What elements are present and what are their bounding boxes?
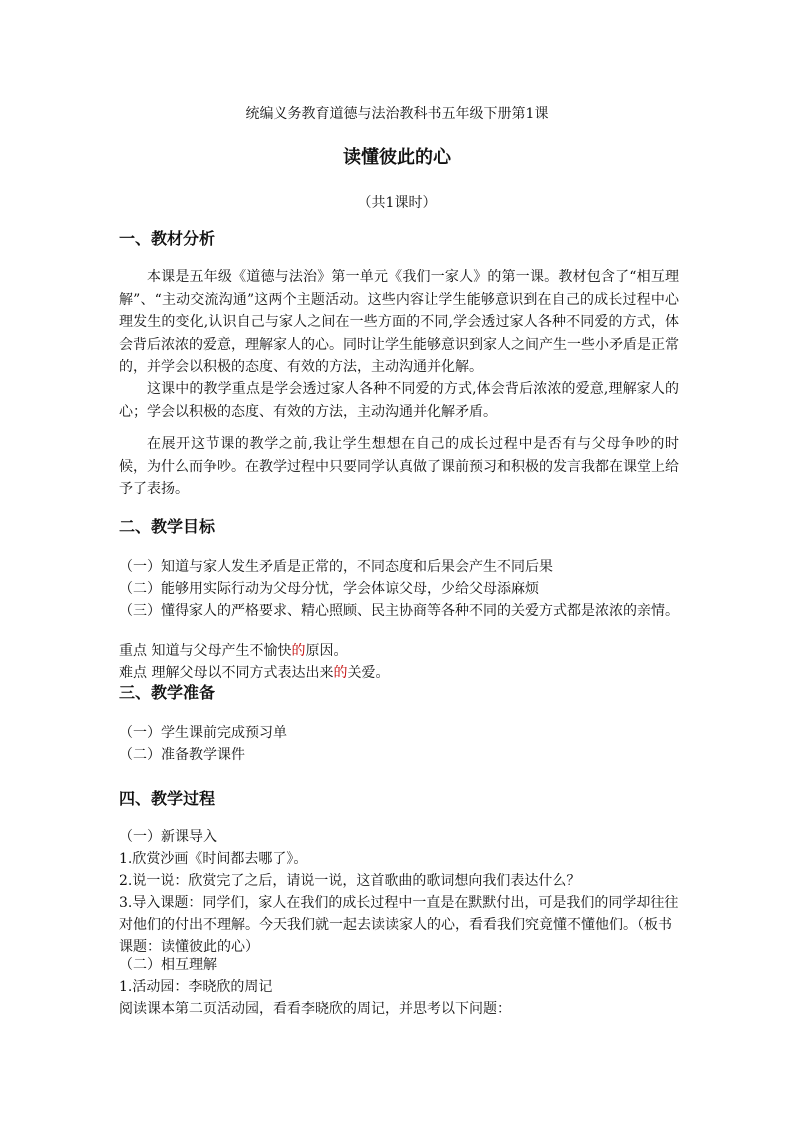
course-subtitle: 统编义务教育道德与法治教科书五年级下册第1课 [245, 106, 549, 122]
analysis-paragraph-1: 本课是五年级《道德与法治》第一单元《我们一家人》的第一课。教材包含了“相互理解”、“主动交流沟通”这两个主题活动。这些内容让学生能够意识到在自己的成长过程中心理发生的变化,认识自己与家人之间在一些方面的不同,学会透过家人各种不同爱的方式，体会背后浓浓的爱意，理解家人的心。同时让学生能够意识到家人之间产生一些小矛盾是正常的，并学会以积极的态度、有效的方法，主动沟通并化解。 [119, 269, 679, 375]
difficult-point-highlight: 的 [333, 665, 348, 681]
section-heading-preparation: 三、教学准备 [119, 683, 216, 702]
section-heading-goals: 二、教学目标 [119, 517, 216, 536]
lesson-period: （共1课时） [357, 195, 437, 211]
difficult-point-text: 难点 理解父母以不同方式表达出来 [119, 665, 334, 681]
process-intro-1: 1.欣赏沙画《时间都去哪了》。 [119, 851, 308, 867]
section-heading-process: 四、教学过程 [119, 789, 216, 808]
key-point-highlight: 的 [291, 643, 306, 659]
process-step-intro: （一）新课导入 [119, 829, 217, 845]
key-point [119, 640, 684, 662]
analysis-paragraph-2: 这课中的教学重点是学会透过家人各种不同爱的方式,体会背后浓浓的爱意,理解家人的心；学会以积极的态度、有效的方法，主动沟通并化解矛盾。 [119, 381, 679, 420]
goal-item-2: （二）能够用实际行动为父母分忧，学会体谅父母，少给父母添麻烦 [119, 581, 539, 597]
goal-item-3: （三）懂得家人的严格要求、精心照顾、民主协商等各种不同的关爱方式都是浓浓的亲情。 [119, 603, 679, 619]
analysis-paragraph-3: 在展开这节课的教学之前,我让学生想想在自己的成长过程中是否有与父母争吵的时候，为什么而争吵。在教学过程中只要同学认真做了课前预习和积极的发言我都在课堂上给予了表扬。 [119, 436, 679, 497]
key-point-text: 重点 知道与父母产生不愉快 [119, 643, 292, 659]
process-intro-3: 3.导入课题：同学们，家人在我们的成长过程中一直是在默默付出，可是我们的同学却往往对他们的付出不理解。今天我们就一起去读读家人的心，看看我们究竟懂不懂他们。（板书课题：读懂彼此的心） [119, 895, 679, 955]
process-step-understanding: （二）相互理解 [119, 957, 217, 973]
prep-item-2: （二）准备教学课件 [119, 747, 245, 763]
process-activity-instruction: 阅读课本第二页活动园，看看李晓欣的周记，并思考以下问题： [119, 1001, 511, 1017]
process-intro-2: 2.说一说：欣赏完了之后，请说一说，这首歌曲的歌词想向我们表达什么？ [119, 873, 581, 889]
goal-item-1: （一）知道与家人发生矛盾是正常的，不同态度和后果会产生不同后果 [119, 559, 553, 575]
section-heading-analysis: 一、教材分析 [119, 229, 216, 248]
key-point-end: 原因。 [305, 643, 348, 659]
lesson-title: 读懂彼此的心 [343, 147, 451, 168]
difficult-point-end: 关爱。 [347, 665, 390, 681]
process-activity-1: 1.活动园：李晓欣的周记 [119, 979, 273, 995]
prep-item-1: （一）学生课前完成预习单 [119, 725, 287, 741]
difficult-point [119, 662, 684, 684]
